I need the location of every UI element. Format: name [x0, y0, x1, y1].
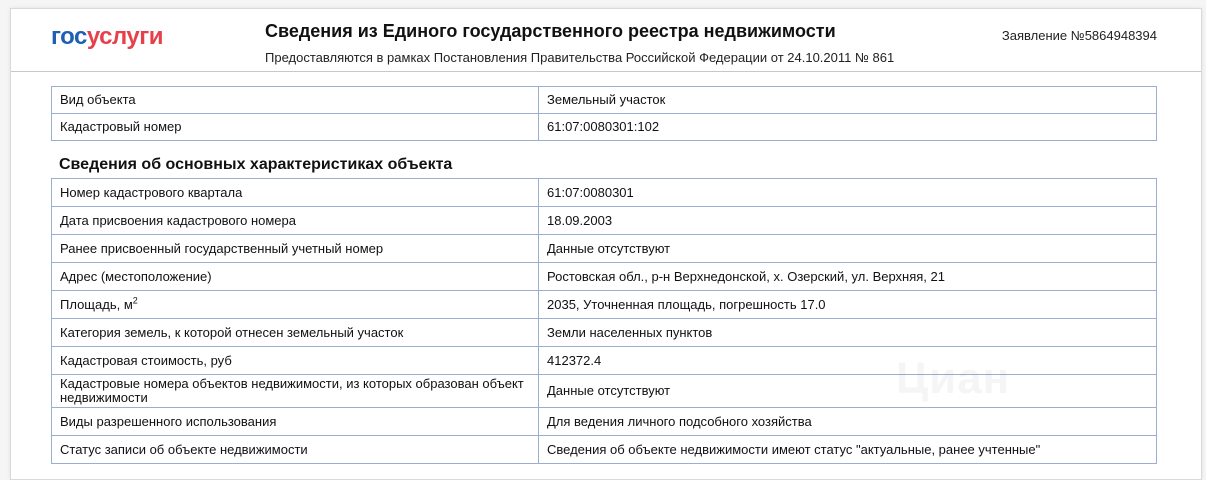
row-label: Кадастровый номер	[52, 114, 539, 141]
row-value: Данные отсутствуют	[539, 375, 1157, 408]
row-value: Для ведения личного подсобного хозяйства	[539, 408, 1157, 436]
document-header	[11, 9, 1201, 72]
table-row	[52, 179, 1157, 207]
object-table	[51, 86, 1157, 141]
document-page	[10, 8, 1202, 480]
row-label: Площадь, $м^2$	[52, 291, 539, 319]
row-label: Номер кадастрового квартала	[52, 179, 539, 207]
row-label: Кадастровая стоимость, руб	[52, 347, 539, 375]
table-row	[52, 408, 1157, 436]
row-label: Вид объекта	[52, 87, 539, 114]
row-value: Земли населенных пунктов	[539, 319, 1157, 347]
document-subtitle: Предоставляются в рамках Постановления Правительства Российской Федерации от 24.10.2011 № 861	[265, 50, 895, 65]
row-label: Статус записи об объекте недвижимости	[52, 436, 539, 464]
table-row	[52, 291, 1157, 319]
row-label: Виды разрешенного использования	[52, 408, 539, 436]
row-label: Кадастровые номера объектов недвижимости, из которых образован объект недвижимости	[52, 375, 539, 408]
row-value: Данные отсутствуют	[539, 235, 1157, 263]
row-value: Сведения об объекте недвижимости имеют статус "актуальные, ранее учтенные"	[539, 436, 1157, 464]
table-row	[52, 207, 1157, 235]
row-value: 61:07:0080301	[539, 179, 1157, 207]
row-value: 412372.4	[539, 347, 1157, 375]
table-row	[52, 263, 1157, 291]
gosuslugi-logo: госуслуги	[51, 23, 163, 50]
row-value: Земельный участок	[539, 87, 1157, 114]
table-row	[52, 114, 1157, 141]
row-value: 2035, Уточненная площадь, погрешность 17.0	[539, 291, 1157, 319]
section-title: Сведения об основных характеристиках объекта	[59, 156, 453, 173]
row-label: Дата присвоения кадастрового номера	[52, 207, 539, 235]
table-row	[52, 436, 1157, 464]
document-title: Сведения из Единого государственного реестра недвижимости	[265, 21, 836, 41]
characteristics-table	[51, 178, 1157, 464]
row-label: Ранее присвоенный государственный учетный номер	[52, 235, 539, 263]
row-label: Адрес (местоположение)	[52, 263, 539, 291]
table-row	[52, 87, 1157, 114]
table-row	[52, 319, 1157, 347]
row-value: Ростовская обл., р-н Верхнедонской, х. Озерский, ул. Верхняя, 21	[539, 263, 1157, 291]
row-value: 18.09.2003	[539, 207, 1157, 235]
watermark: Циан	[896, 354, 1011, 403]
application-number: Заявление №5864948394	[1001, 28, 1157, 43]
row-label: Категория земель, к которой отнесен земельный участок	[52, 319, 539, 347]
table-row	[52, 235, 1157, 263]
row-value: 61:07:0080301:102	[539, 114, 1157, 141]
